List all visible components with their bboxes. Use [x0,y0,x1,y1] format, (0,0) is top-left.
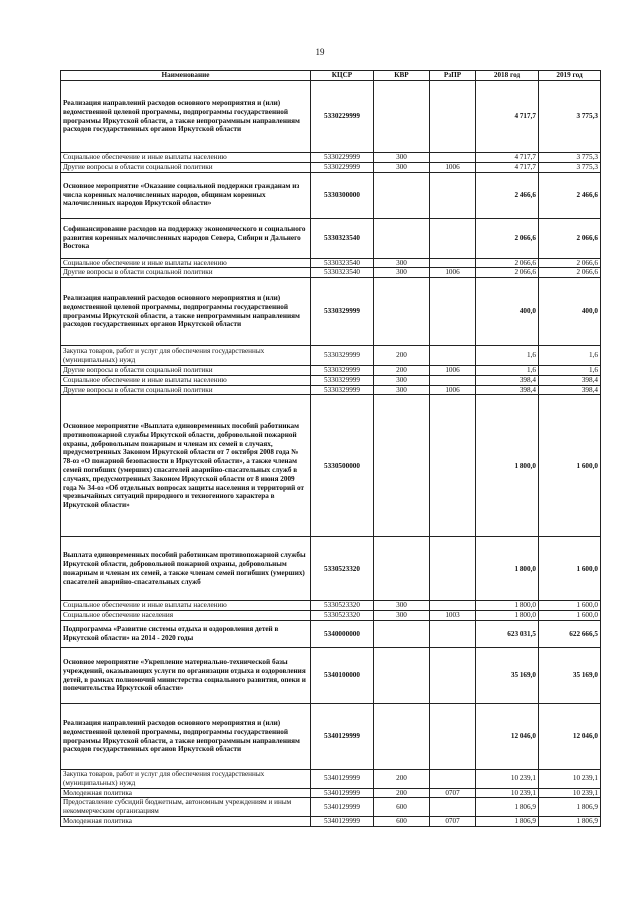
row-kvr: 300 [374,601,430,611]
row-name: Другие вопросы в области социальной политики [61,385,311,395]
row-2019: 35 169,0 [539,648,601,704]
row-2018: 1 806,9 [476,816,539,826]
row-2018: 35 169,0 [476,648,539,704]
row-2019: 3 775,3 [539,153,601,163]
row-2018: 400,0 [476,278,539,346]
row-name: Софинансирование расходов на поддержку экономического и социального развития коренных малочисленных народов Севера, Сибири и Дальнего Востока [61,218,311,258]
row-2019: 3 775,3 [539,162,601,172]
row-name: Социальное обеспечение и иные выплаты населению [61,601,311,611]
table-row [61,798,601,817]
table-row [61,816,601,826]
budget-table [60,70,601,827]
row-kcsr: 5340129999 [311,816,374,826]
row-2019: 2 066,6 [539,218,601,258]
row-rzpr: 1006 [430,366,476,376]
row-2018: 4 717,7 [476,81,539,153]
row-2018: 10 239,1 [476,770,539,789]
row-2018: 4 717,7 [476,162,539,172]
row-name: Закупка товаров, работ и услуг для обеспечения государственных (муниципальных) нужд [61,346,311,366]
row-kcsr: 5340000000 [311,621,374,648]
row-kvr: 300 [374,611,430,621]
row-kcsr: 5330323540 [311,258,374,268]
table-row [61,788,601,798]
table-row [61,770,601,789]
row-2018: 10 239,1 [476,788,539,798]
row-2019: 400,0 [539,278,601,346]
table-row [61,153,601,163]
row-2019: 1 600,0 [539,601,601,611]
row-2019: 398,4 [539,375,601,385]
row-2018: 4 717,7 [476,153,539,163]
row-2018: 1,6 [476,346,539,366]
row-name: Предоставление субсидий бюджетным, автономным учреждениям и иным некоммерческим организациям [61,798,311,817]
row-rzpr [430,704,476,770]
row-2019: 10 239,1 [539,770,601,789]
row-name: Выплата единовременных пособий работникам противопожарной службы Иркутской области, добровольной пожарной охраны, добровольным пожарным и членам их семей, а также членам семей погибших (умерших) спасателей аварийно-спасательных служб [61,537,311,601]
row-kvr [374,278,430,346]
row-kvr: 300 [374,268,430,278]
row-rzpr [430,346,476,366]
table-row [61,395,601,537]
row-name: Социальное обеспечение и иные выплаты населению [61,258,311,268]
row-2019: 2 066,6 [539,268,601,278]
row-2018: 2 066,6 [476,218,539,258]
row-2019: 3 775,3 [539,81,601,153]
row-kvr: 200 [374,346,430,366]
row-rzpr [430,770,476,789]
row-kcsr: 5340129999 [311,788,374,798]
table-row [61,537,601,601]
row-kcsr: 5330500000 [311,395,374,537]
row-2018: 1,6 [476,366,539,376]
row-kvr: 300 [374,162,430,172]
row-kvr [374,704,430,770]
row-2019: 10 239,1 [539,788,601,798]
row-kcsr: 5330323540 [311,218,374,258]
row-kvr: 600 [374,816,430,826]
row-rzpr [430,153,476,163]
row-rzpr [430,278,476,346]
table-row [61,81,601,153]
row-name: Другие вопросы в области социальной политики [61,268,311,278]
row-name: Подпрограмма «Развитие системы отдыха и оздоровления детей в Иркутской области» на 2014 - 2020 годы [61,621,311,648]
row-name: Реализация направлений расходов основного мероприятия и (или) ведомственной целевой программы, подпрограммы государственной программы Иркутской области, а также непрограммным направлениям расходов государственных органов Иркутской области [61,278,311,346]
row-2018: 398,4 [476,375,539,385]
row-2019: 622 666,5 [539,621,601,648]
row-kcsr: 5330329999 [311,385,374,395]
row-rzpr [430,395,476,537]
row-rzpr [430,375,476,385]
row-kcsr: 5330523320 [311,537,374,601]
row-kcsr: 5340129999 [311,704,374,770]
row-kvr: 300 [374,153,430,163]
table-row [61,385,601,395]
row-rzpr: 1006 [430,162,476,172]
row-2018: 1 800,0 [476,611,539,621]
row-2018: 2 066,6 [476,258,539,268]
header-2019: 2019 год [539,71,601,81]
table-row [61,268,601,278]
row-rzpr [430,218,476,258]
row-name: Реализация направлений расходов основного мероприятия и (или) ведомственной целевой программы, подпрограммы государственной программы Иркутской области, а также непрограммным направлениям расходов государственных органов Иркутской области [61,81,311,153]
row-2018: 1 800,0 [476,537,539,601]
row-2018: 1 806,9 [476,798,539,817]
row-2019: 1 600,0 [539,395,601,537]
row-kcsr: 5330229999 [311,162,374,172]
row-kcsr: 5330329999 [311,375,374,385]
table-row [61,648,601,704]
row-rzpr: 1003 [430,611,476,621]
row-rzpr [430,648,476,704]
row-kcsr: 5330323540 [311,268,374,278]
row-kvr: 200 [374,366,430,376]
header-kcsr: КЦСР [311,71,374,81]
row-kvr [374,395,430,537]
table-row [61,366,601,376]
row-kvr [374,648,430,704]
row-rzpr: 0707 [430,816,476,826]
table-row [61,375,601,385]
row-2018: 2 466,6 [476,172,539,218]
row-name: Другие вопросы в области социальной политики [61,366,311,376]
header-kvr: КВР [374,71,430,81]
page-number: 19 [315,47,325,57]
table-row [61,601,601,611]
row-name: Реализация направлений расходов основного мероприятия и (или) ведомственной целевой программы, подпрограммы государственной программы Иркутской области, а также непрограммным направлениям расходов государственных органов Иркутской области [61,704,311,770]
row-kcsr: 5330229999 [311,153,374,163]
table-row [61,162,601,172]
row-kvr [374,218,430,258]
row-kcsr: 5330229999 [311,81,374,153]
header-name: Наименование [61,71,311,81]
row-kcsr: 5330329999 [311,346,374,366]
row-kcsr: 5330329999 [311,278,374,346]
row-kvr [374,621,430,648]
table-row [61,346,601,366]
row-rzpr [430,798,476,817]
row-name: Другие вопросы в области социальной политики [61,162,311,172]
row-rzpr [430,81,476,153]
row-rzpr [430,172,476,218]
row-kvr: 300 [374,385,430,395]
table-row [61,621,601,648]
row-2018: 1 800,0 [476,395,539,537]
row-kcsr: 5340129999 [311,770,374,789]
row-kvr: 600 [374,798,430,817]
table-row [61,704,601,770]
row-name: Основное мероприятие «Укрепление материально-технической базы учреждений, оказывающих услуги по организации отдыха и оздоровления детей, в рамках полномочий министерства социального развития, опеки и попечительства Иркутской области» [61,648,311,704]
row-rzpr: 1006 [430,385,476,395]
row-kvr [374,537,430,601]
header-rzpr: РзПР [430,71,476,81]
row-name: Молодежная политика [61,816,311,826]
row-rzpr: 1006 [430,268,476,278]
row-kvr: 200 [374,788,430,798]
row-2019: 2 066,6 [539,258,601,268]
header-2018: 2018 год [476,71,539,81]
row-2018: 2 066,6 [476,268,539,278]
row-name: Основное мероприятие «Оказание социальной поддержки гражданам из числа коренных малочисленных народов, общинам коренных малочисленных народов Иркутской области» [61,172,311,218]
row-name: Социальное обеспечение населения [61,611,311,621]
row-rzpr: 0707 [430,788,476,798]
table-header-row [61,71,601,81]
row-2018: 12 046,0 [476,704,539,770]
row-kcsr: 5330329999 [311,366,374,376]
row-name: Основное мероприятие «Выплата единовременных пособий работникам противопожарной службы Иркутской области, добровольной пожарной охраны, добровольным пожарным и членам их семей в случаях, предусмотренных Законом Иркутской области от 7 октября 2008 года № 78-оз «О пожарной безопасности в Иркутской области», а также членам семей погибших (умерших) спасателей аварийно-спасательных служб в случаях, предусмотренных Законом Иркутской области от 8 июня 2009 года № 34-оз «Об отдельных вопросах защиты населения и территорий от чрезвычайных ситуаций природного и техногенного характера в Иркутской области» [61,395,311,537]
row-rzpr [430,601,476,611]
row-name: Социальное обеспечение и иные выплаты населению [61,375,311,385]
row-2019: 1 806,9 [539,798,601,817]
row-rzpr [430,537,476,601]
table-row [61,172,601,218]
row-name: Социальное обеспечение и иные выплаты населению [61,153,311,163]
row-2019: 1 806,9 [539,816,601,826]
row-2019: 12 046,0 [539,704,601,770]
row-kcsr: 5330523320 [311,611,374,621]
row-2018: 1 800,0 [476,601,539,611]
table-body [61,81,601,827]
row-name: Молодежная политика [61,788,311,798]
row-2018: 398,4 [476,385,539,395]
row-kvr [374,81,430,153]
row-kvr: 200 [374,770,430,789]
row-name: Закупка товаров, работ и услуг для обеспечения государственных (муниципальных) нужд [61,770,311,789]
row-2019: 1 600,0 [539,611,601,621]
row-kcsr: 5340129999 [311,798,374,817]
row-kvr: 300 [374,258,430,268]
row-2019: 1 600,0 [539,537,601,601]
table-row [61,278,601,346]
row-2019: 1,6 [539,366,601,376]
row-kcsr: 5330523320 [311,601,374,611]
row-kvr [374,172,430,218]
row-kvr: 300 [374,375,430,385]
row-2018: 623 031,5 [476,621,539,648]
row-kcsr: 5330300000 [311,172,374,218]
table-row [61,218,601,258]
row-rzpr [430,621,476,648]
row-kcsr: 5340100000 [311,648,374,704]
table-row [61,611,601,621]
row-rzpr [430,258,476,268]
row-2019: 398,4 [539,385,601,395]
table-row [61,258,601,268]
row-2019: 2 466,6 [539,172,601,218]
row-2019: 1,6 [539,346,601,366]
